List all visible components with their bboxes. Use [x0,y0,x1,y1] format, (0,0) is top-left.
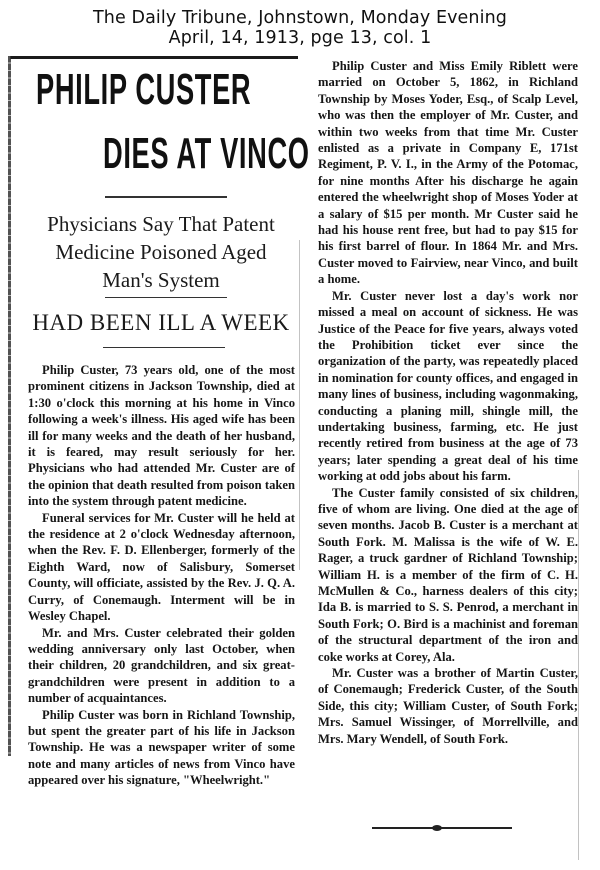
secondary-headline: HAD BEEN ILL A WEEK [32,310,290,335]
paragraph: Philip Custer and Miss Emily Riblett were married on October 5, 1862, in Richland Township by Moses Yoder, Esq., of Scalp Level, who was then the employer of Mr. Custer, and within two weeks from that time Mr. Custer enlisted as a private in Company E, 171st Regiment, P. V. I., in the Army of the Potomac, for nine months After his discharge he again entered the wheelwright shop of Moses Yoder at a salary of $15 per month. Mr Custer said he had his house rent free, but had to pay $15 for his first barrel of flour. In 1864 Mr. and Mrs. Custer moved to Fairview, near Vinco, and built a home. [318,59,578,287]
headline-line-1: PHILIP CUSTER [36,65,252,114]
paragraph: Mr. and Mrs. Custer celebrated their golden wedding anniversary only last October, when their children, 20 grandchildren, and six great-grandchildren were present in addition to a number of acquaintances. [28,625,295,706]
paragraph: Philip Custer, 73 years old, one of the most prominent citizens in Jackson Township, died at 1:30 o'clock this morning at his home in Vinco following a week's illness. His aged wife has been ill for many weeks and the death of her husband, it is feared, may result seriously for her. Physicians who had attended Mr. Custer are of the opinion that death resulted from poison taken into the system through patent medicine. [28,363,295,509]
secondary-headline-rule [103,347,225,348]
source-caption [0,8,600,48]
end-of-article-dash [372,827,512,829]
caption-line-1: The Daily Tribune, Johnstown, Monday Evening [93,8,507,28]
headline-line-2: DIES AT VINCO [103,129,310,178]
subhead-rule [105,297,227,298]
right-column-body [318,58,578,747]
paragraph: Philip Custer was born in Richland Township, but spent the greater part of his life in Jackson Township. He was a newspaper writer of some note and many articles of news from Vinco have appeared over his signature, "Wheelwright." [28,707,295,788]
paragraph: Funeral services for Mr. Custer will he held at the residence at 2 o'clock Wednesday afternoon, when the Rev. F. D. Ellenberger, formerly of the Eighth Ward, now of Salisbury, Somerset County, will officiate, assisted by the Rev. J. Q. A. Curry, of Conemaugh. Interment will be in Wesley Chapel. [28,510,295,624]
headline-rule [105,196,227,198]
column-top-rule [10,56,298,59]
subhead-line-1: Physicians Say That Patent [47,212,275,236]
paragraph: Mr. Custer was a brother of Martin Custer, of Conemaugh; Frederick Custer, of the South Side, this city; William Custer, of South Fork; Mrs. Samuel Wissinger, of Morrellville, and Mrs. Mary Wendell, of South Fork. [318,666,578,746]
caption-line-2: April, 14, 1913, pge 13, col. 1 [168,28,432,48]
subhead-line-2: Medicine Poisoned Aged [55,240,267,264]
left-column-body [28,362,295,789]
paragraph: The Custer family consisted of six children, five of whom are living. One died at the age of seven months. Jacob B. Custer is a merchant at South Fork. M. Malissa is the wife of W. E. Rager, a truck gardner of Richland Township; William H. is a member of the firm of C. H. McMullen & Co., harness dealers of this city; Ida B. is married to S. S. Penrod, a merchant in South Fork; O. Bird is a machinist and foreman of the structural department of the iron and coke works at Corey, Ala. [318,485,578,664]
clipping-left-edge [8,56,11,756]
right-column-edge [578,470,579,860]
subhead-line-3: Man's System [102,268,220,292]
paragraph: Mr. Custer never lost a day's work nor missed a meal on account of sickness. He was Justice of the Peace for five years, always voted the Prohibition ticket ever since the organization of the party, was repeatedly placed in nomination for county offices, and engaged in many lines of business, including wagonmaking, conducting a planing mill, shingle mill, the undertaking business, farming, etc. He just recently retired from business at the age of 73 years; later spending a great deal of his time working at odd jobs about his farm. [318,288,578,484]
